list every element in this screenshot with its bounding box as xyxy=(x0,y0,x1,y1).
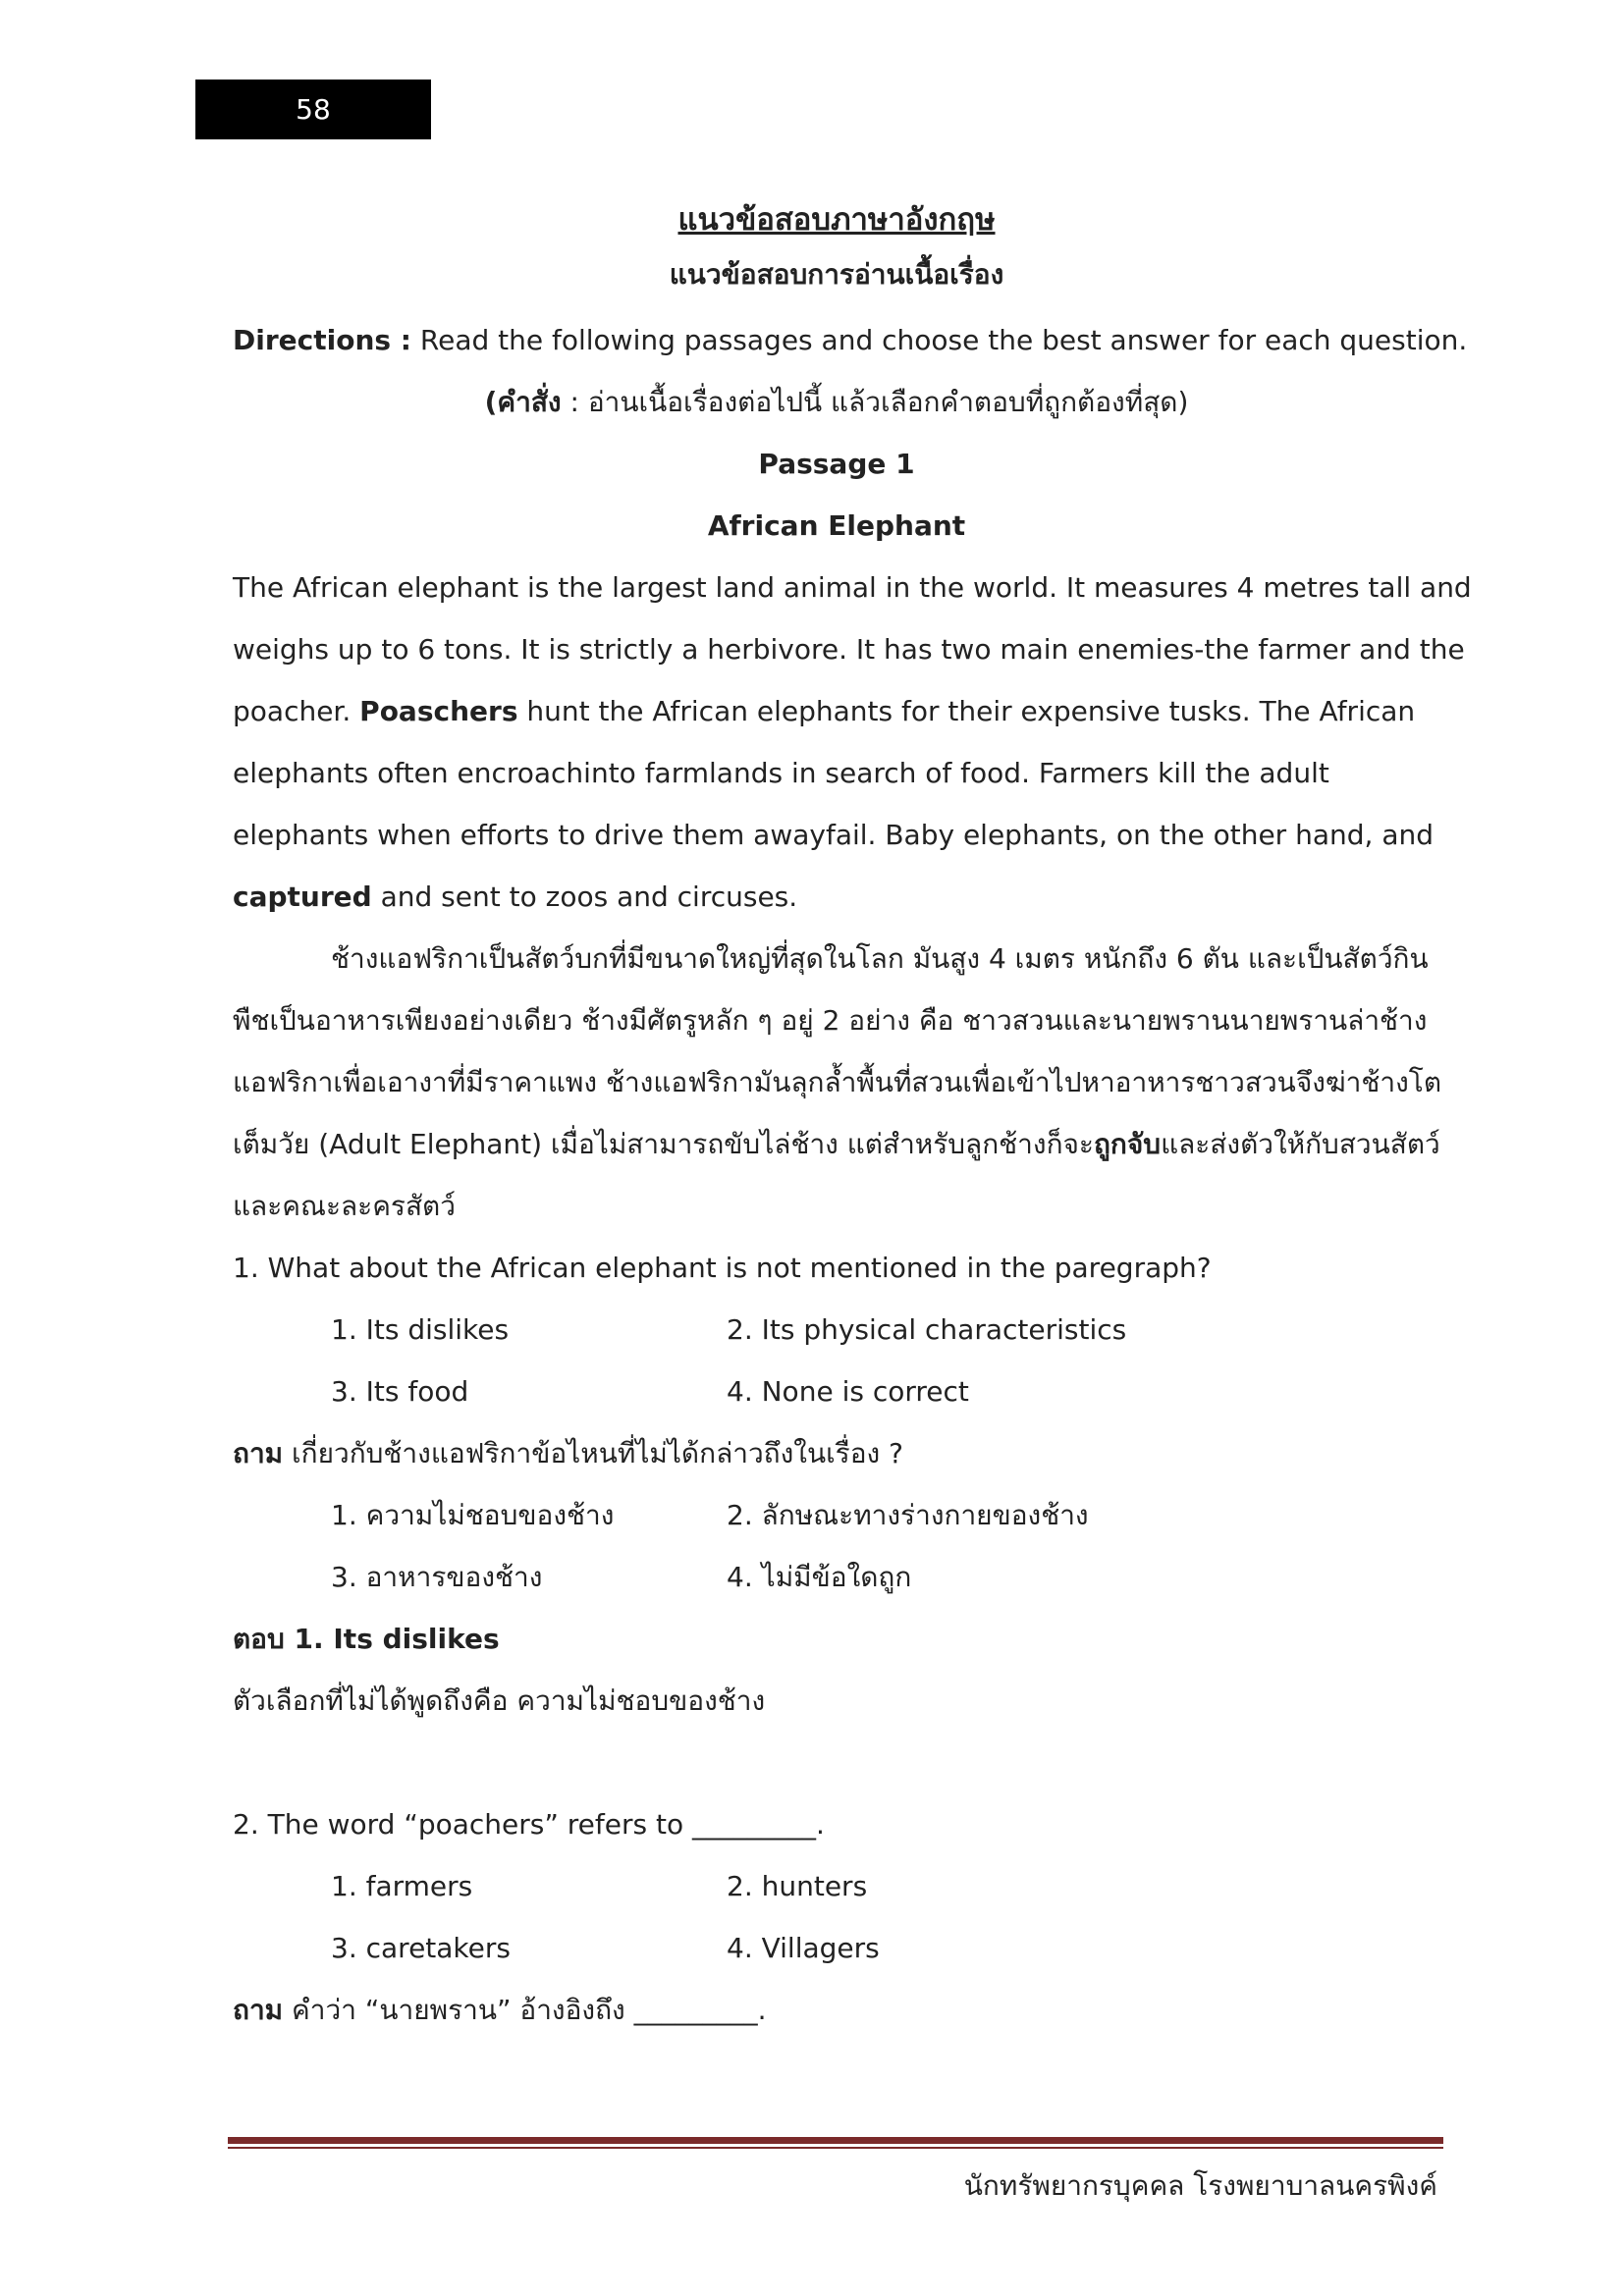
answer-line: ตอบ 1. Its dislikes xyxy=(233,1622,500,1655)
document-body xyxy=(233,202,1472,2041)
passage-text: เต็มวัย (Adult Elephant) เมื่อไม่สามารถขับไล่ช้าง แต่สำหรับลูกช้างก็จะ xyxy=(233,1127,1094,1160)
section-title: แนวข้อสอบการอ่านเนื้อเรื่อง xyxy=(669,258,1004,292)
choice-option: 4. ไม่มีข้อใดถูก xyxy=(727,1560,912,1593)
passage-line: elephants when efforts to drive them awayfail. Baby elephants, on the other hand, and xyxy=(233,818,1434,851)
choice-option: 3. อาหารของช้าง xyxy=(331,1560,543,1593)
choice-option: 2. Its physical characteristics xyxy=(727,1312,1127,1346)
directions-thai-text: : อ่านเนื้อเรื่องต่อไปนี้ แล้วเลือกคำตอบที่ถูกต้องที่สุด) xyxy=(561,385,1189,418)
keyword-captured-thai: ถูกจับ xyxy=(1093,1127,1162,1160)
passage-english xyxy=(233,557,1472,928)
question-text: 2. The word “poachers” refers to _________. xyxy=(233,1807,825,1841)
choice-option: 3. Its food xyxy=(331,1374,469,1408)
question-thai xyxy=(233,1979,1440,2041)
choice-option: 1. Its dislikes xyxy=(331,1312,510,1346)
choice-row xyxy=(233,1484,1440,1546)
passage-line: elephants often encroachinto farmlands in search of food. Farmers kill the adult xyxy=(233,756,1329,789)
page-number: 58 xyxy=(195,80,431,139)
directions-thai-line xyxy=(233,371,1440,433)
footer-rule xyxy=(228,2137,1443,2149)
passage-text: และส่งตัวให้กับสวนสัตว์ xyxy=(1161,1127,1440,1160)
choice-row xyxy=(233,1546,1440,1608)
question-thai-label: ถาม xyxy=(233,1993,284,2026)
answer-explanation: ตัวเลือกที่ไม่ได้พูดถึงคือ ความไม่ชอบของช้าง xyxy=(233,1683,766,1717)
keyword-captured: captured xyxy=(233,880,372,913)
question-thai xyxy=(233,1422,1440,1484)
choice-option: 1. farmers xyxy=(331,1869,473,1902)
footer-rule-thin xyxy=(228,2147,1443,2149)
choice-option: 4. None is correct xyxy=(727,1374,969,1408)
choice-option: 2. hunters xyxy=(727,1869,868,1902)
passage-text: and sent to zoos and circuses. xyxy=(371,880,798,913)
question-2 xyxy=(233,1793,1440,2041)
passage-thai-line xyxy=(233,1113,1440,1175)
passage-line xyxy=(233,680,1440,742)
directions-line xyxy=(233,309,1468,371)
choice-option: 2. ลักษณะทางร่างกายของช้าง xyxy=(727,1498,1089,1531)
document-title: แนวข้อสอบภาษาอังกฤษ xyxy=(677,202,996,238)
question-thai-text: เกี่ยวกับช้างแอฟริกาข้อไหนที่ไม่ได้กล่าวถึงในเรื่อง ? xyxy=(283,1436,903,1469)
choice-row xyxy=(233,1917,1440,1979)
footer-text: นักทรัพยากรบุคคล โรงพยาบาลนครพิงค์ xyxy=(963,2169,1437,2202)
question-1 xyxy=(233,1237,1440,1732)
keyword-poachers: Poaschers xyxy=(359,694,518,727)
question-thai-label: ถาม xyxy=(233,1436,284,1469)
directions-text: Read the following passages and choose the best answer for each question. xyxy=(411,323,1468,356)
passage-line xyxy=(233,866,1440,928)
passage-thai-line: พืชเป็นอาหารเพียงอย่างเดียว ช้างมีศัตรูหลัก ๆ อยู่ 2 อย่าง คือ ชาวสวนและนายพรานนายพรานล่าช้าง xyxy=(233,1003,1428,1037)
passage-text: hunt the African elephants for their expensive tusks. The African xyxy=(517,694,1416,727)
passage-number: Passage 1 xyxy=(758,447,915,480)
directions-thai-label: (คำสั่ง xyxy=(484,385,562,418)
passage-line: weighs up to 6 tons. It is strictly a herbivore. It has two main enemies-the farmer and the xyxy=(233,632,1465,666)
spacer xyxy=(233,1732,1440,1793)
choice-option: 1. ความไม่ชอบของช้าง xyxy=(331,1498,615,1531)
choice-row xyxy=(233,1299,1440,1361)
passage-title: African Elephant xyxy=(707,508,966,542)
passage-thai xyxy=(233,928,1440,1237)
question-thai-text: คำว่า “นายพราน” อ้างอิงถึง _________. xyxy=(283,1993,767,2026)
choice-option: 3. caretakers xyxy=(331,1931,511,1964)
passage-thai-line: และคณะละครสัตว์ xyxy=(233,1189,456,1222)
choice-option: 4. Villagers xyxy=(727,1931,880,1964)
choice-row xyxy=(233,1855,1440,1917)
footer-rule-thick xyxy=(228,2137,1443,2144)
directions-label: Directions : xyxy=(233,323,411,356)
passage-text: poacher. xyxy=(233,694,360,727)
passage-thai-line: แอฟริกาเพื่อเอางาที่มีราคาแพง ช้างแอฟริกามันลุกล้ำพื้นที่สวนเพื่อเข้าไปหาอาหารชาวสวนจึงฆ่าช้างโต xyxy=(233,1065,1442,1098)
passage-thai-line: ช้างแอฟริกาเป็นสัตว์บกที่มีขนาดใหญ่ที่สุดในโลก มันสูง 4 เมตร หนักถึง 6 ตัน และเป็นสัตว์กิน xyxy=(331,941,1429,975)
choice-row xyxy=(233,1361,1440,1422)
passage-line: The African elephant is the largest land animal in the world. It measures 4 metres tall and xyxy=(233,570,1472,604)
question-text: 1. What about the African elephant is not mentioned in the paregraph? xyxy=(233,1251,1212,1284)
